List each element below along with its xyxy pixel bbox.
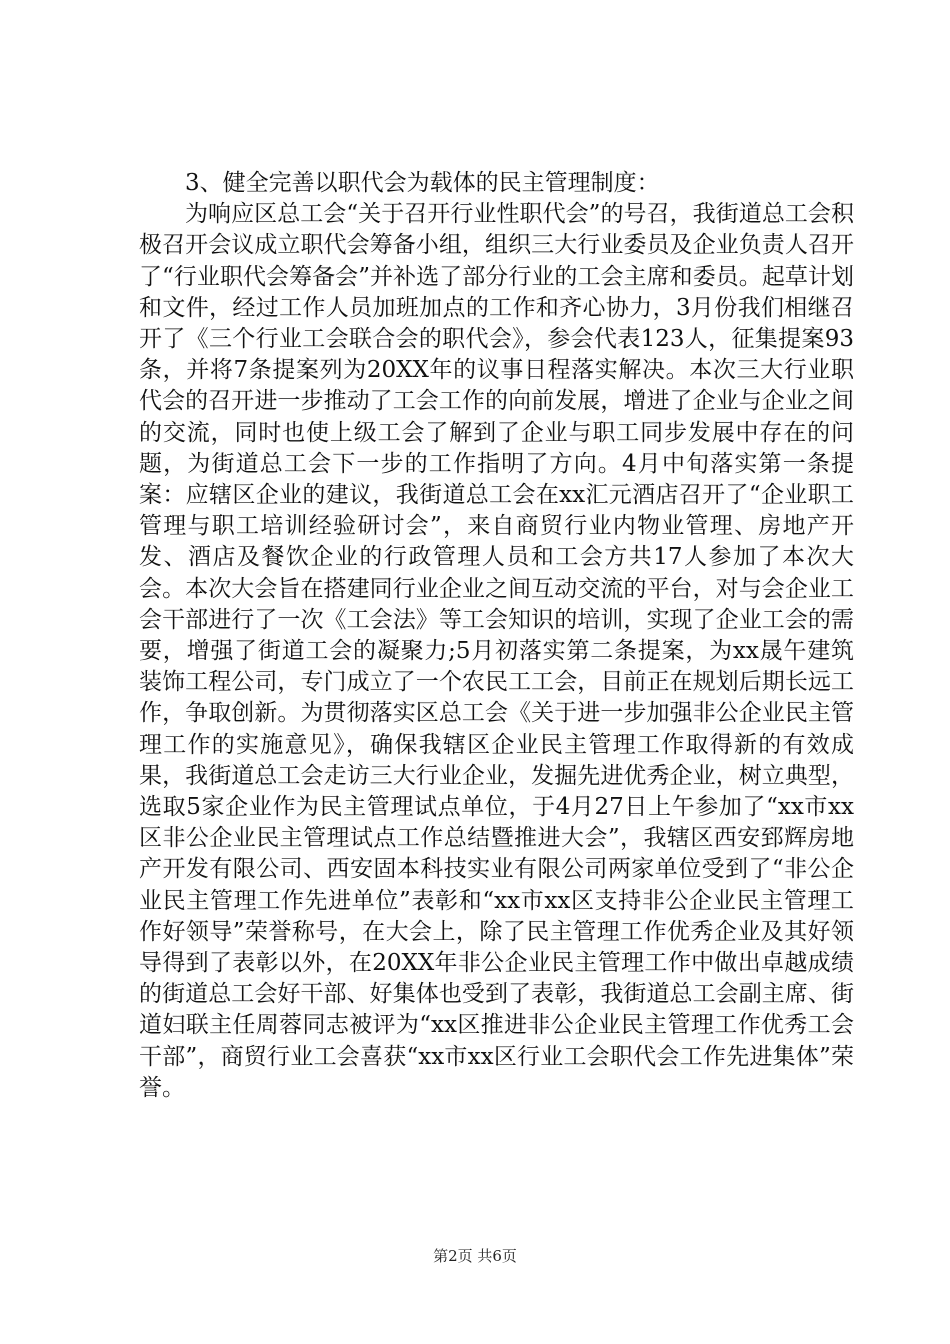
page-footer: 第2页 共6页: [433, 1247, 517, 1265]
section-heading: 3、健全完善以职代会为载体的民主管理制度：: [185, 170, 660, 196]
document-body: [139, 168, 854, 1104]
body-paragraph: 为响应区总工会“关于召开行业性职代会”的号召，我街道总工会积极召开会议成立职代会筹备小组，组织三大行业委员及企业负责人召开了“行业职代会筹备会”并补选了部分行业的工会主席和委员。起草计划和文件，经过工作人员加班加点的工作和齐心协力，3月份我们相继召开了《三个行业工会联合会的职代会》，参会代表123人，征集提案93条，并将7条提案列为20XX年的议事日程落实解决。本次三大行业职代会的召开进一步推动了工会工作的向前发展，增进了企业与企业之间的交流，同时也使上级工会了解到了企业与职工同步发展中存在的问题，为街道总工会下一步的工作指明了方向。4月中旬落实第一条提案：应辖区企业的建议，我街道总工会在xx汇元酒店召开了“企业职工管理与职工培训经验研讨会”，来自商贸行业内物业管理、房地产开发、酒店及餐饮企业的行政管理人员和工会方共17人参加了本次大会。本次大会旨在搭建同行业企业之间互动交流的平台，对与会企业工会干部进行了一次《工会法》等工会知识的培训，实现了企业工会的需要，增强了街道工会的凝聚力;5月初落实第二条提案，为xx晟午建筑装饰工程公司，专门成立了一个农民工工会，目前正在规划后期长远工作，争取创新。为贯彻落实区总工会《关于进一步加强非公企业民主管理工作的实施意见》，确保我辖区企业民主管理工作取得新的有效成果，我街道总工会走访三大行业企业，发掘先进优秀企业，树立典型，选取5家企业作为民主管理试点单位，于4月27日上午参加了“xx市xx区非公企业民主管理试点工作总结暨推进大会”，我辖区西安郅辉房地产开发有限公司、西安固本科技实业有限公司两家单位受到了“非公企业民主管理工作先进单位”表彰和“xx市xx区支持非公企业民主管理工作好领导”荣誉称号，在大会上，除了民主管理工作优秀企业及其好领导得到了表彰以外，在20XX年非公企业民主管理工作中做出卓越成绩的街道总工会好干部、好集体也受到了表彰，我街道总工会副主席、街道妇联主任周蓉同志被评为“xx区推进非公企业民主管理工作优秀工会干部”，商贸行业工会喜获“xx市xx区行业工会职代会工作先进集体”荣誉。: [139, 201, 854, 1101]
